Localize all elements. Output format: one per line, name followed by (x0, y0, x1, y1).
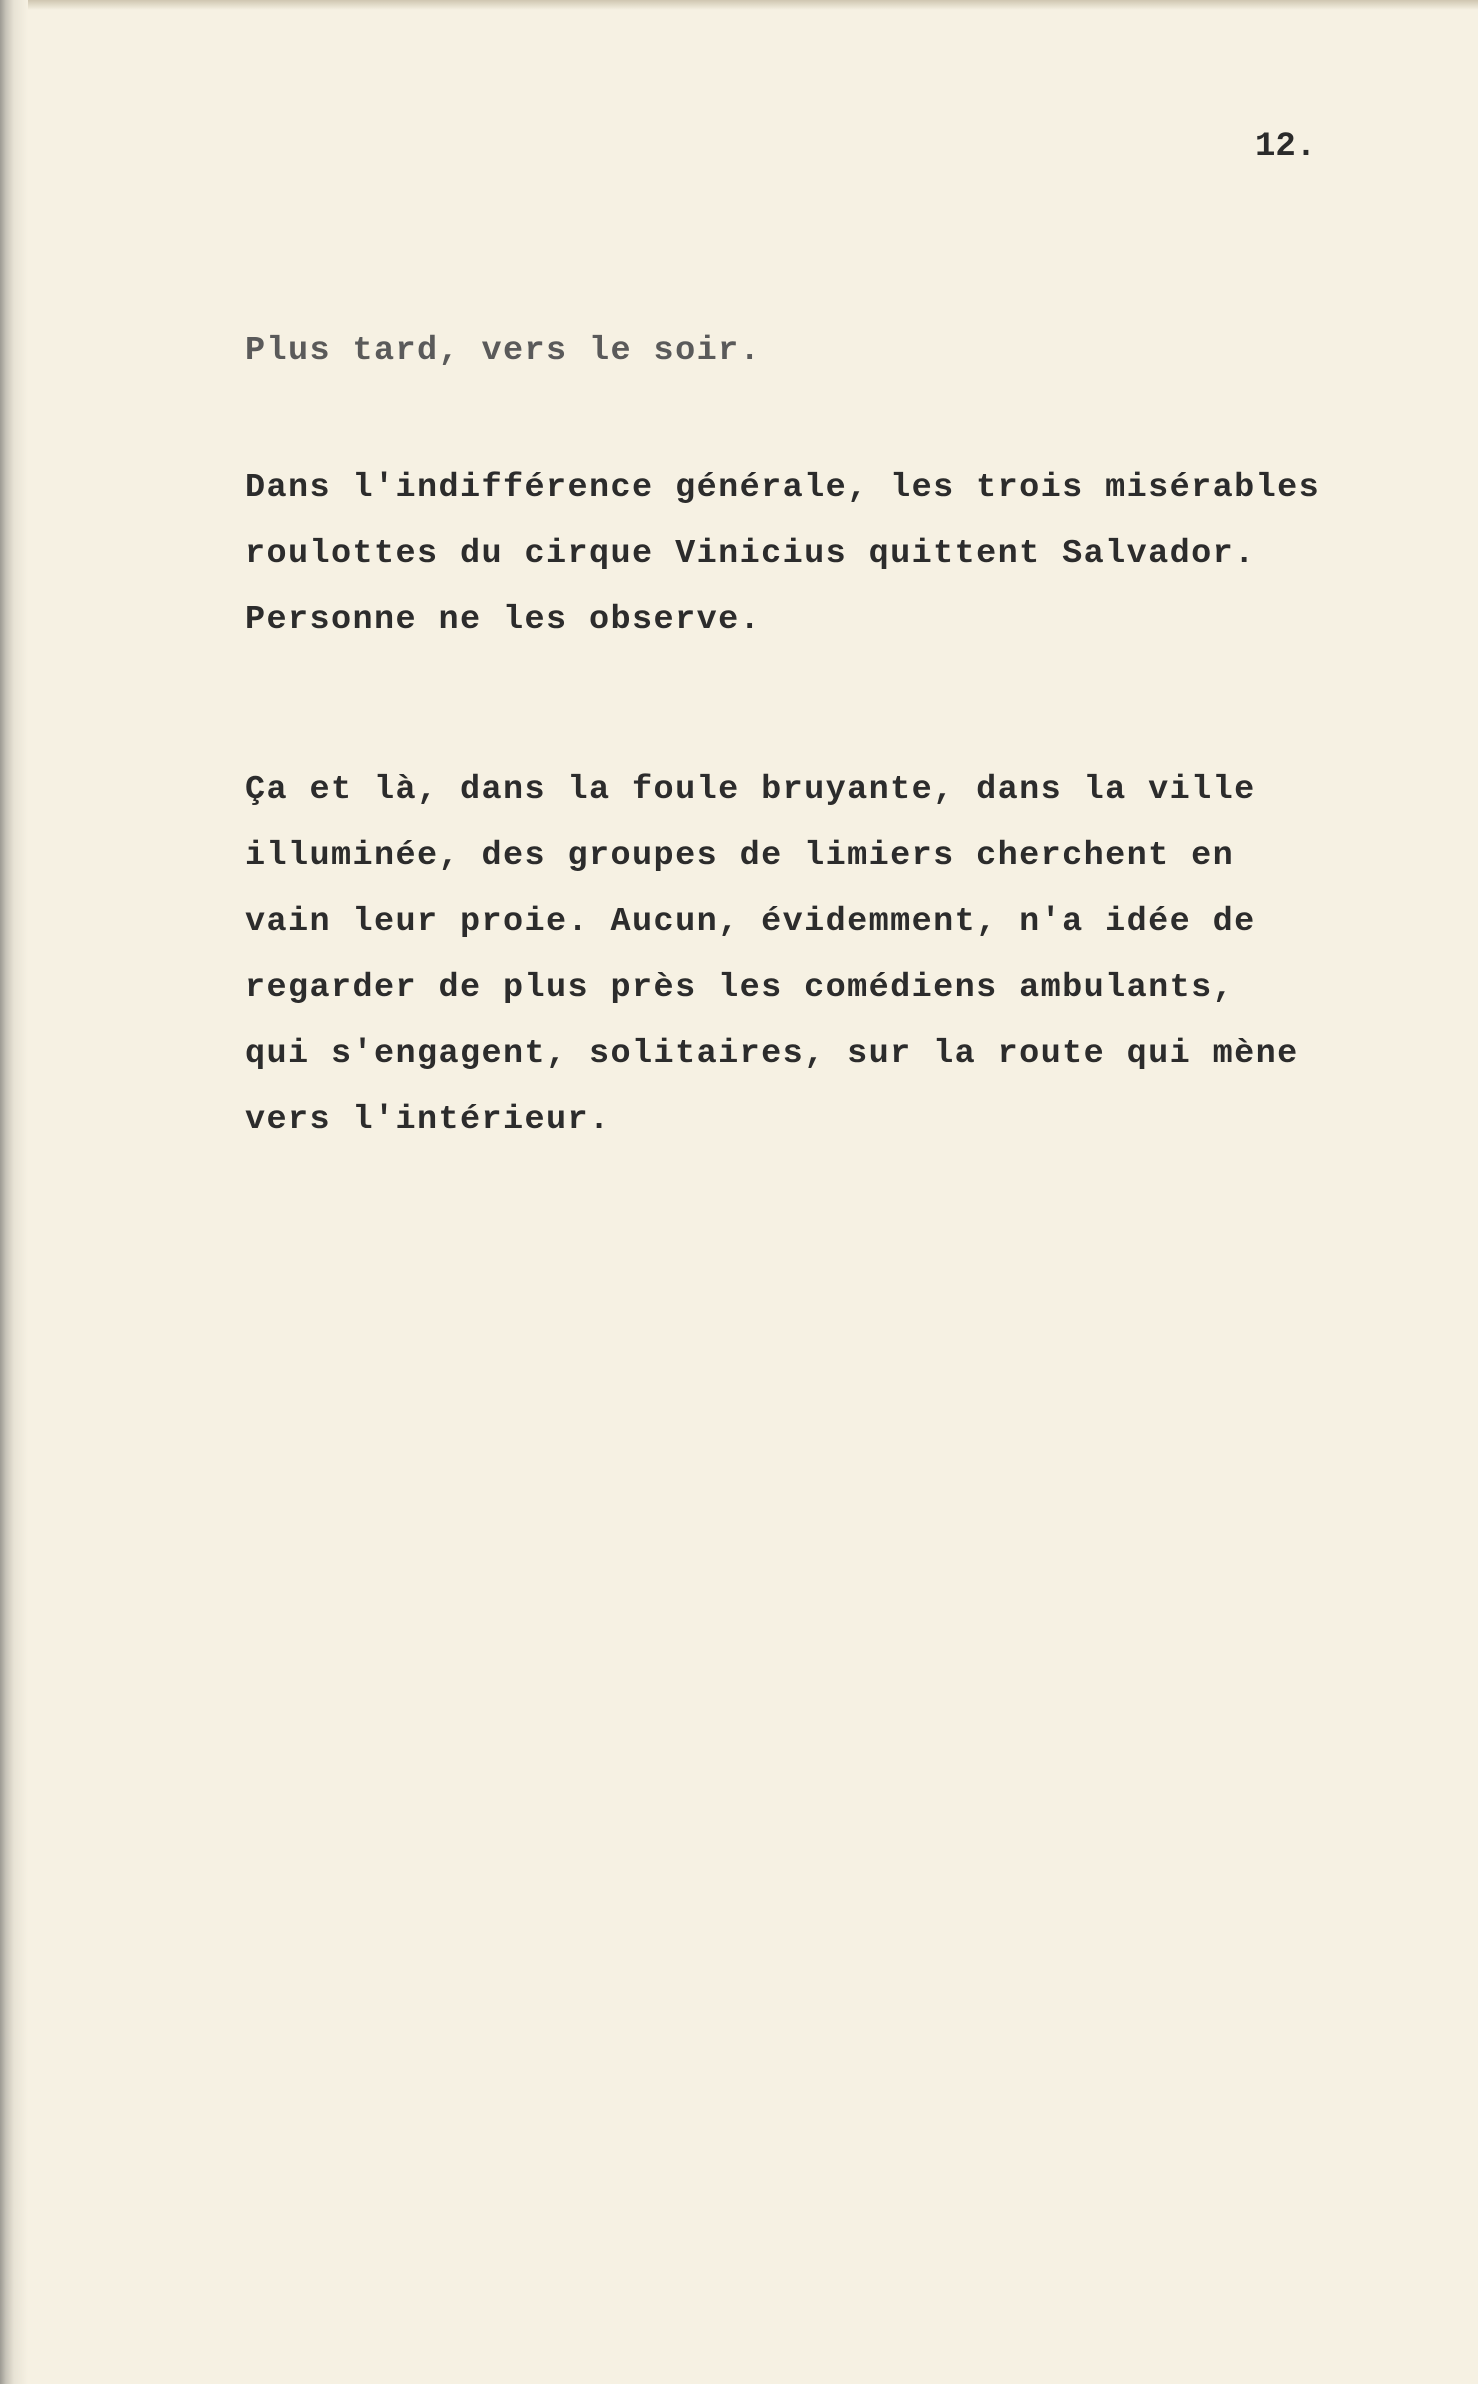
text-line: Personne ne les observe. (245, 601, 762, 639)
text-line: illuminée, des groupes de limiers cherchent en (245, 837, 1235, 875)
page-top-edge (0, 0, 1478, 10)
text-line: roulottes du cirque Vinicius quittent Salvador. (245, 535, 1256, 573)
text-line: Ça et là, dans la foule bruyante, dans la ville (245, 771, 1256, 809)
page-binding-edge (0, 0, 28, 2384)
text-line: Dans l'indifférence générale, les trois misérables (245, 469, 1321, 507)
page-number: 12. (1255, 128, 1317, 166)
text-line: regarder de plus près les comédiens ambulants, (245, 969, 1235, 1007)
text-line: vain leur proie. Aucun, évidemment, n'a idée de (245, 903, 1256, 941)
paragraph-3 (245, 757, 1299, 1153)
paragraph-1 (245, 318, 761, 384)
text-line: Plus tard, vers le soir. (245, 332, 762, 370)
paragraph-2 (245, 455, 1320, 653)
text-line: vers l'intérieur. (245, 1101, 611, 1139)
text-line: qui s'engagent, solitaires, sur la route qui mène (245, 1035, 1299, 1073)
